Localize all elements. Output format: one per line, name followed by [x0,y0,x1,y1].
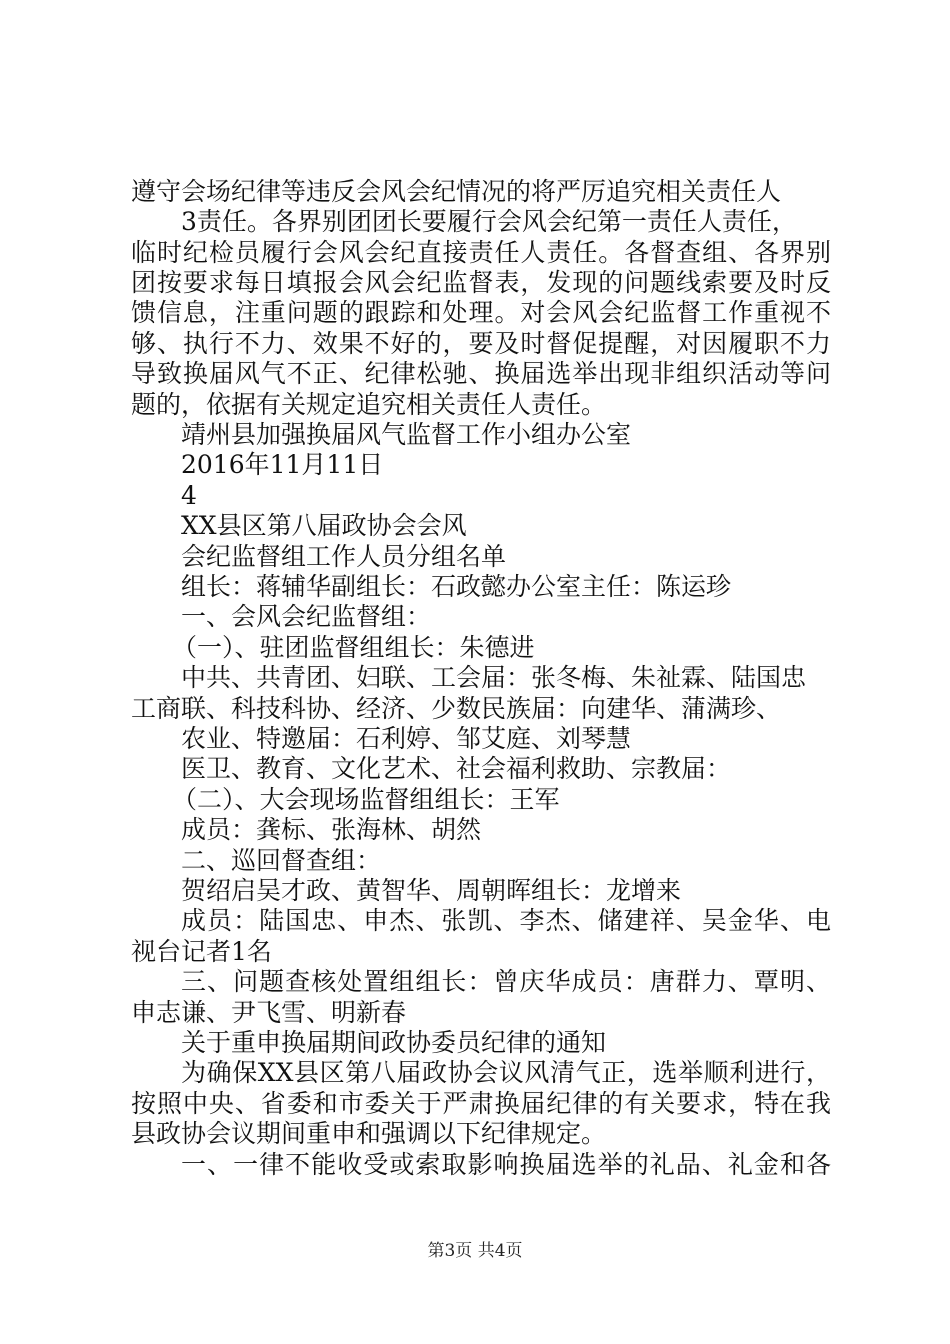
text-line: 贺绍启吴才政、黄智华、周朝晖组长：龙增来 [181,876,682,905]
text-line: 三、问题查核处置组组长：曾庆华成员：唐群力、覃明、 [181,967,831,996]
text-line: 中共、共青团、妇联、工会届：张冬梅、朱祉霖、陆国忠 [181,663,807,692]
text-line: （二）、大会现场监督组组长：王军 [172,785,560,814]
text-line: （一）、驻团监督组组长：朱德进 [172,633,535,662]
text-line: 二、巡回督查组： [181,846,382,875]
text-line: 组长：蒋辅华副组长：石政懿办公室主任：陈运珍 [181,572,732,601]
page-number-footer: 第3页 共4页 [427,1241,523,1261]
text-line: 关于重申换届期间政协委员纪律的通知 [181,1028,607,1057]
text-line: 一、一律不能收受或索取影响换届选举的礼品、礼金和各 [181,1150,831,1179]
text-line: 按照中央、省委和市委关于严肃换届纪律的有关要求，特在我 [131,1089,831,1118]
text-line: XX县区第八届政协会会风 [181,511,467,540]
text-line: 农业、特邀届：石利婷、邹艾庭、刘琴慧 [181,724,632,753]
text-line: 会纪监督组工作人员分组名单 [181,542,507,571]
text-line: 视台记者1名 [131,937,272,966]
text-line: 遵守会场纪律等违反会风会纪情况的将严厉追究相关责任人 [131,177,782,206]
text-line: 县政协会议期间重申和强调以下纪律规定。 [131,1119,607,1148]
text-line: 医卫、教育、文化艺术、社会福利救助、宗教届： [181,754,732,783]
text-line: 临时纪检员履行会风会纪直接责任人责任。各督查组、各界别 [131,238,831,267]
text-line: 2016年11月11日 [181,450,384,479]
text-line: 一、会风会纪监督组： [181,602,432,631]
text-line: 导致换届风气不正、纪律松驰、换届选举出现非组织活动等问 [131,359,831,388]
text-line: 团按要求每日填报会风会纪监督表，发现的问题线索要及时反 [131,268,831,297]
text-line: 3责任。各界别团团长要履行会风会纪第一责任人责任， [181,207,797,236]
text-line: 申志谦、尹飞雪、明新春 [131,998,407,1027]
text-line: 工商联、科技科协、经济、少数民族届：向建华、蒲满珍、 [131,694,782,723]
text-line: 4 [181,481,197,510]
text-line: 馈信息，注重问题的跟踪和处理。对会风会纪监督工作重视不 [131,298,831,327]
text-line: 成员：龚标、张海林、胡然 [181,815,482,844]
text-line: 为确保XX县区第八届政协会议风清气正，选举顺利进行， [181,1058,831,1087]
text-line: 够、执行不力、效果不好的，要及时督促提醒，对因履职不力 [131,329,831,358]
text-line: 靖州县加强换届风气监督工作小组办公室 [181,420,632,449]
text-line: 题的，依据有关规定追究相关责任人责任。 [131,390,607,419]
text-line: 成员：陆国忠、申杰、张凯、李杰、储建祥、吴金华、电 [181,906,831,935]
